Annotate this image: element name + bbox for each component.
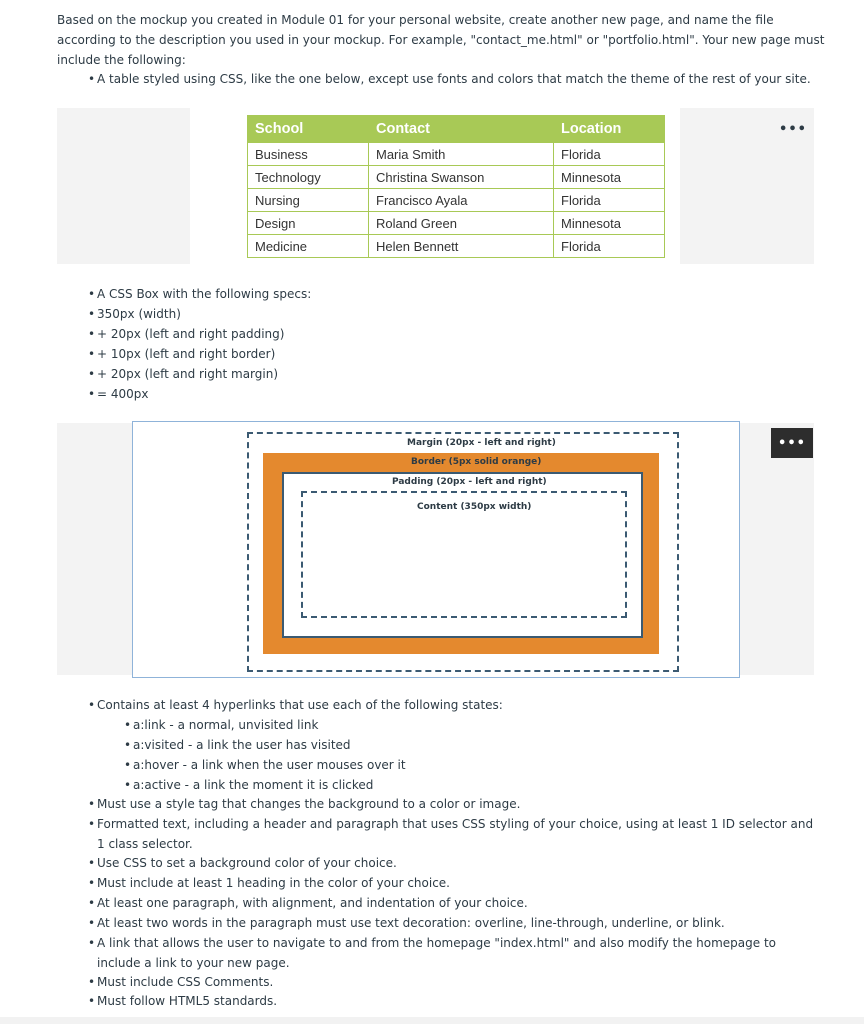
header-contact: Contact <box>369 116 554 143</box>
box-spec-item: • A CSS Box with the following specs: <box>97 284 311 304</box>
cell-school: Nursing <box>248 189 369 212</box>
cell-school: Design <box>248 212 369 235</box>
requirement-item: • At least two words in the paragraph must use text decoration: overline, line-through, underline, or blink. <box>97 913 725 933</box>
margin-label: Margin (20px - left and right) <box>407 438 556 448</box>
bottom-scroll-bar <box>0 1017 864 1024</box>
box-spec-item: • + 20px (left and right padding) <box>97 324 284 344</box>
requirement-item: • At least one paragraph, with alignment, and indentation of your choice. <box>97 893 528 913</box>
table-row <box>248 189 665 212</box>
cell-school: Medicine <box>248 235 369 258</box>
intro-paragraph: Based on the mockup you created in Module 01 for your personal website, create another new page, and name the file according to the description you used in your mockup. For example, "contact_me.html" or "portfolio.html". Your new page must include the following: <box>57 13 825 67</box>
requirement-item: • Must use a style tag that changes the background to a color or image. <box>97 794 520 814</box>
cell-contact: Maria Smith <box>369 143 554 166</box>
requirement-item: • Must include CSS Comments. <box>97 972 273 992</box>
example-table <box>247 115 665 258</box>
table-panel-left <box>57 108 190 264</box>
cell-contact: Roland Green <box>369 212 554 235</box>
cell-contact: Christina Swanson <box>369 166 554 189</box>
requirement-continuation: include a link to your new page. <box>97 956 290 970</box>
requirement-item: • Must follow HTML5 standards. <box>97 991 277 1011</box>
padding-label: Padding (20px - left and right) <box>392 477 547 487</box>
box-spec-item: • + 10px (left and right border) <box>97 344 275 364</box>
box-spec-item: • 350px (width) <box>97 304 181 324</box>
table-row <box>248 143 665 166</box>
cell-school: Technology <box>248 166 369 189</box>
requirement-item: • Must include at least 1 heading in the color of your choice. <box>97 873 450 893</box>
cell-location: Florida <box>554 189 665 212</box>
link-state-item: • a:link - a normal, unvisited link <box>133 715 318 735</box>
cell-location: Florida <box>554 143 665 166</box>
cell-location: Minnesota <box>554 166 665 189</box>
cell-contact: Francisco Ayala <box>369 189 554 212</box>
box-model-diagram <box>132 421 740 678</box>
table-requirement-item: • A table styled using CSS, like the one below, except use fonts and colors that match the theme of the rest of your site. <box>97 69 811 89</box>
hyperlinks-item: • Contains at least 4 hyperlinks that use each of the following states: <box>97 695 503 715</box>
requirement-item: • Formatted text, including a header and paragraph that uses CSS styling of your choice, using at least 1 ID selector and <box>97 814 813 834</box>
requirement-continuation: 1 class selector. <box>97 837 193 851</box>
more-options-icon[interactable]: ••• <box>771 428 813 458</box>
link-state-item: • a:hover - a link when the user mouses over it <box>133 755 406 775</box>
box-spec-item: • + 20px (left and right margin) <box>97 364 278 384</box>
header-school: School <box>248 116 369 143</box>
border-label: Border (5px solid orange) <box>411 457 542 467</box>
box-spec-item: • = 400px <box>97 384 149 404</box>
table-header-row <box>248 116 665 143</box>
box-panel-left <box>57 423 132 675</box>
table-row <box>248 166 665 189</box>
link-state-item: • a:visited - a link the user has visited <box>133 735 351 755</box>
cell-contact: Helen Bennett <box>369 235 554 258</box>
cell-location: Florida <box>554 235 665 258</box>
requirement-item: • A link that allows the user to navigate to and from the homepage "index.html" and also modify the homepage to <box>97 933 776 953</box>
cell-school: Business <box>248 143 369 166</box>
requirement-item: • Use CSS to set a background color of your choice. <box>97 853 397 873</box>
cell-location: Minnesota <box>554 212 665 235</box>
link-state-item: • a:active - a link the moment it is clicked <box>133 775 373 795</box>
header-location: Location <box>554 116 665 143</box>
more-options-icon[interactable]: ••• <box>779 121 807 137</box>
box-panel-right <box>739 423 814 675</box>
table-row <box>248 212 665 235</box>
content-label: Content (350px width) <box>417 502 532 512</box>
table-row <box>248 235 665 258</box>
